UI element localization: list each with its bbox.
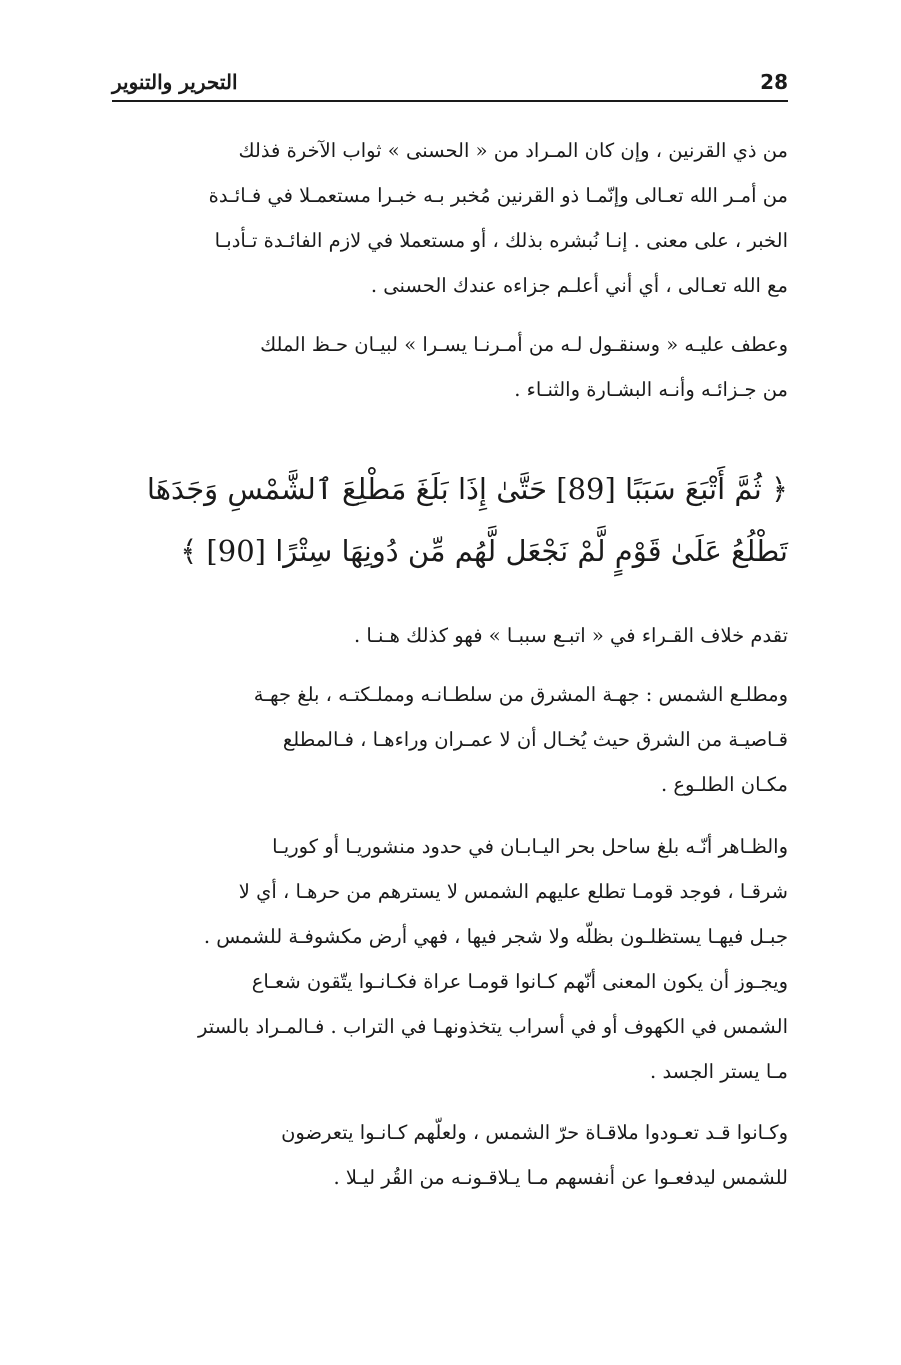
text-line: مع الله تعـالى ، أي أني أعلـم جزاءه عندك الحسنى . <box>370 274 788 297</box>
text-line: وعطف عليـه « وسنقـول لـه من أمـرنـا يسـرا » لبيـان حـظ الملك <box>260 333 788 356</box>
text-line: جبـل فيهـا يستظلـون بظلّه ولا شجر فيها ، فهي أرض مكشوفـة للشمس . <box>203 925 788 948</box>
text-line: ومطلـع الشمس : جهـة المشرق من سلطـانـه ومملـكتـه ، بلغ جهـة <box>253 683 788 706</box>
paragraph-1 <box>112 128 788 308</box>
text-line: من ذي القرنين ، وإن كان المـراد من « الحسنى » ثواب الآخرة فذلك <box>238 139 788 162</box>
page-header <box>112 66 788 102</box>
text-line: قـاصيـة من الشرق حيث يُخـال أن لا عمـران وراءهـا ، فـالمطلع <box>282 728 788 751</box>
running-title: التحرير والتنوير <box>112 70 238 94</box>
paragraph-5 <box>112 824 788 1094</box>
paragraph-4 <box>112 672 788 807</box>
verse-line: تَطْلُعُ عَلَىٰ قَوْمٍ لَّمْ نَجْعَل لَّهُم مِّن دُونِهَا سِتْرًا [90] ﴾ <box>180 534 788 568</box>
text-line: تقدم خلاف القـراء في « اتبـع سببـا » فهو كذلك هـنـا . <box>354 624 788 647</box>
text-line: من أمـر الله تعـالى وإنّمـا ذو القرنين مُخبر بـه خبـرا مستعمـلا في فـائـدة <box>208 184 788 207</box>
paragraph-2 <box>112 322 788 412</box>
text-line: الخبر ، على معنى . إنـا نُبشره بذلك ، أو مستعملا في لازم الفائـدة تـأدبـا <box>214 229 788 252</box>
quran-verse <box>112 458 788 582</box>
text-line: مـا يستر الجسد . <box>650 1060 788 1083</box>
page-number: 28 <box>760 70 788 94</box>
paragraph-3 <box>112 613 788 658</box>
text-line: مكـان الطلـوع . <box>660 773 788 796</box>
text-line: والظـاهر أنّـه بلغ ساحل بحر اليـابـان في حدود منشوريـا أو كوريـا <box>272 835 788 858</box>
verse-line: ﴿ ثُمَّ أَتْبَعَ سَبَبًا [89] حَتَّىٰ إِذَا بَلَغَ مَطْلِعَ ٱلشَّمْسِ وَجَدَهَا <box>146 472 788 506</box>
text-line: للشمس ليدفعـوا عن أنفسهم مـا يـلاقـونـه من القُر ليـلا . <box>333 1166 788 1189</box>
paragraph-6 <box>112 1110 788 1200</box>
text-line: من جـزائـه وأنـه البشـارة والثنـاء . <box>514 378 788 401</box>
text-line: وكـانوا قـد تعـودوا ملاقـاة حرّ الشمس ، ولعلّهم كـانـوا يتعرضون <box>281 1121 788 1144</box>
text-line: ويجـوز أن يكون المعنى أنّهم كـانوا قومـا عراة فكـانـوا يتّقون شعـاع <box>251 970 788 993</box>
text-line: شرقـا ، فوجد قومـا تطلع عليهم الشمس لا يسترهم من حرهـا ، أي لا <box>238 880 788 903</box>
text-line: الشمس في الكهوف أو في أسراب يتخذونهـا في التراب . فـالمـراد بالستر <box>197 1015 788 1038</box>
